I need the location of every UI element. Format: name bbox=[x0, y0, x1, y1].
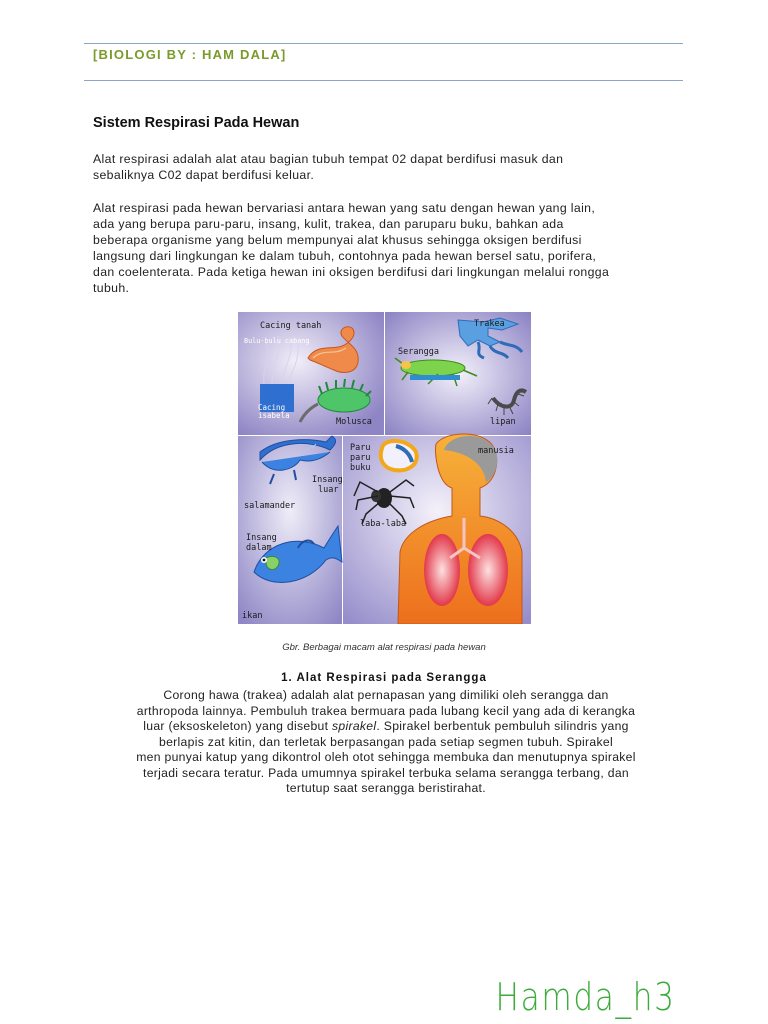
figure-caption: Gbr. Berbagai macam alat respirasi pada hewan bbox=[282, 642, 486, 653]
paragraph-line: dan coelenterata. Pada ketiga hewan ini oksigen berdifusi dari lingkungan melalui rongga bbox=[93, 265, 610, 279]
label-paru-1: Paru bbox=[350, 443, 371, 453]
label-lipan: lipan bbox=[490, 417, 516, 427]
paragraph-variation bbox=[93, 200, 683, 296]
label-laba-laba: laba-laba bbox=[360, 519, 407, 529]
section-heading: 1. Alat Respirasi pada Serangga bbox=[281, 672, 487, 684]
label-cacing-isabela-2: isabela bbox=[258, 411, 290, 420]
document-header: [BIOLOGI BY : HAM DALA] bbox=[93, 47, 287, 62]
paragraph-line: terjadi secara teratur. Pada umumnya spirakel terbuka selama serangga terbang, dan bbox=[143, 765, 629, 780]
header-bottom-rule bbox=[84, 80, 683, 81]
paragraph-line: langsung dari lingkungan ke dalam tubuh, contohnya pada hewan bersel satu, porifera, bbox=[93, 249, 597, 263]
paragraph-line: beberapa organisme yang belum mempunyai alat khusus sehingga oksigen berdifusi bbox=[93, 233, 582, 247]
paragraph-line bbox=[86, 719, 686, 735]
header-top-rule bbox=[84, 43, 683, 44]
label-serangga: Serangga bbox=[398, 347, 439, 357]
label-salamander: salamander bbox=[244, 501, 296, 511]
paragraph-line: tertutup saat serangga beristirahat. bbox=[286, 781, 486, 795]
text-run: luar (eksoskeleton) yang disebut bbox=[143, 719, 332, 733]
grasshopper-icon bbox=[401, 360, 465, 376]
paragraph-line: men punyai katup yang dikontrol oleh otot sehingga membuka dan menutupnya spirakel bbox=[136, 750, 636, 764]
label-bulu-bulu: Bulu-bulu cabang bbox=[244, 337, 310, 345]
label-insang-luar-1: Insang bbox=[312, 475, 343, 485]
footer-signature: Hamda_h3 bbox=[495, 975, 676, 1019]
paragraph-line: Corong hawa (trakea) adalah alat pernapasan yang dimiliki oleh serangga dan bbox=[163, 688, 609, 702]
label-paru-3: buku bbox=[350, 463, 371, 473]
label-cacing-isabela-1: Cacing bbox=[258, 403, 286, 412]
label-insang-luar-2: luar bbox=[318, 485, 339, 495]
label-paru-2: paru bbox=[350, 453, 371, 463]
section-paragraph bbox=[86, 688, 686, 797]
paragraph-line: ada yang berupa paru-paru, insang, kulit, trakea, dan paruparu buku, bahkan ada bbox=[93, 217, 564, 231]
label-insang-dalam-2: dalam bbox=[246, 543, 272, 553]
label-ikan: ikan bbox=[242, 611, 263, 621]
respiration-illustration bbox=[238, 312, 531, 624]
label-insang-dalam-1: Insang bbox=[246, 533, 277, 543]
term-spirakel: spirakel bbox=[332, 719, 377, 733]
label-cacing-tanah: Cacing tanah bbox=[260, 321, 322, 331]
paragraph-line: arthropoda lainnya. Pembuluh trakea bermuara pada lubang kecil yang ada di kerangka bbox=[136, 703, 636, 718]
paragraph-line: Alat respirasi pada hewan bervariasi antara hewan yang satu dengan hewan yang lain, bbox=[93, 201, 596, 215]
text-run: . Spirakel berbentuk pembuluh silindris yang bbox=[376, 719, 629, 733]
paragraph-line: tubuh. bbox=[93, 281, 130, 295]
sea-slug-icon bbox=[318, 388, 370, 412]
paragraph-line: berlapis zat kitin, dan terletak berpasangan pada setiap segmen tubuh. Spirakel bbox=[159, 734, 613, 749]
paragraph-line: Alat respirasi adalah alat atau bagian tubuh tempat 02 dapat berdifusi masuk dan bbox=[93, 152, 564, 166]
paragraph-line: sebaliknya C02 dapat berdifusi keluar. bbox=[93, 168, 315, 182]
paragraph-intro bbox=[93, 151, 683, 183]
page-title: Sistem Respirasi Pada Hewan bbox=[93, 115, 300, 131]
label-molusca: Molusca bbox=[336, 417, 372, 427]
label-manusia: manusia bbox=[478, 446, 514, 456]
label-trakea: Trakea bbox=[474, 319, 505, 329]
